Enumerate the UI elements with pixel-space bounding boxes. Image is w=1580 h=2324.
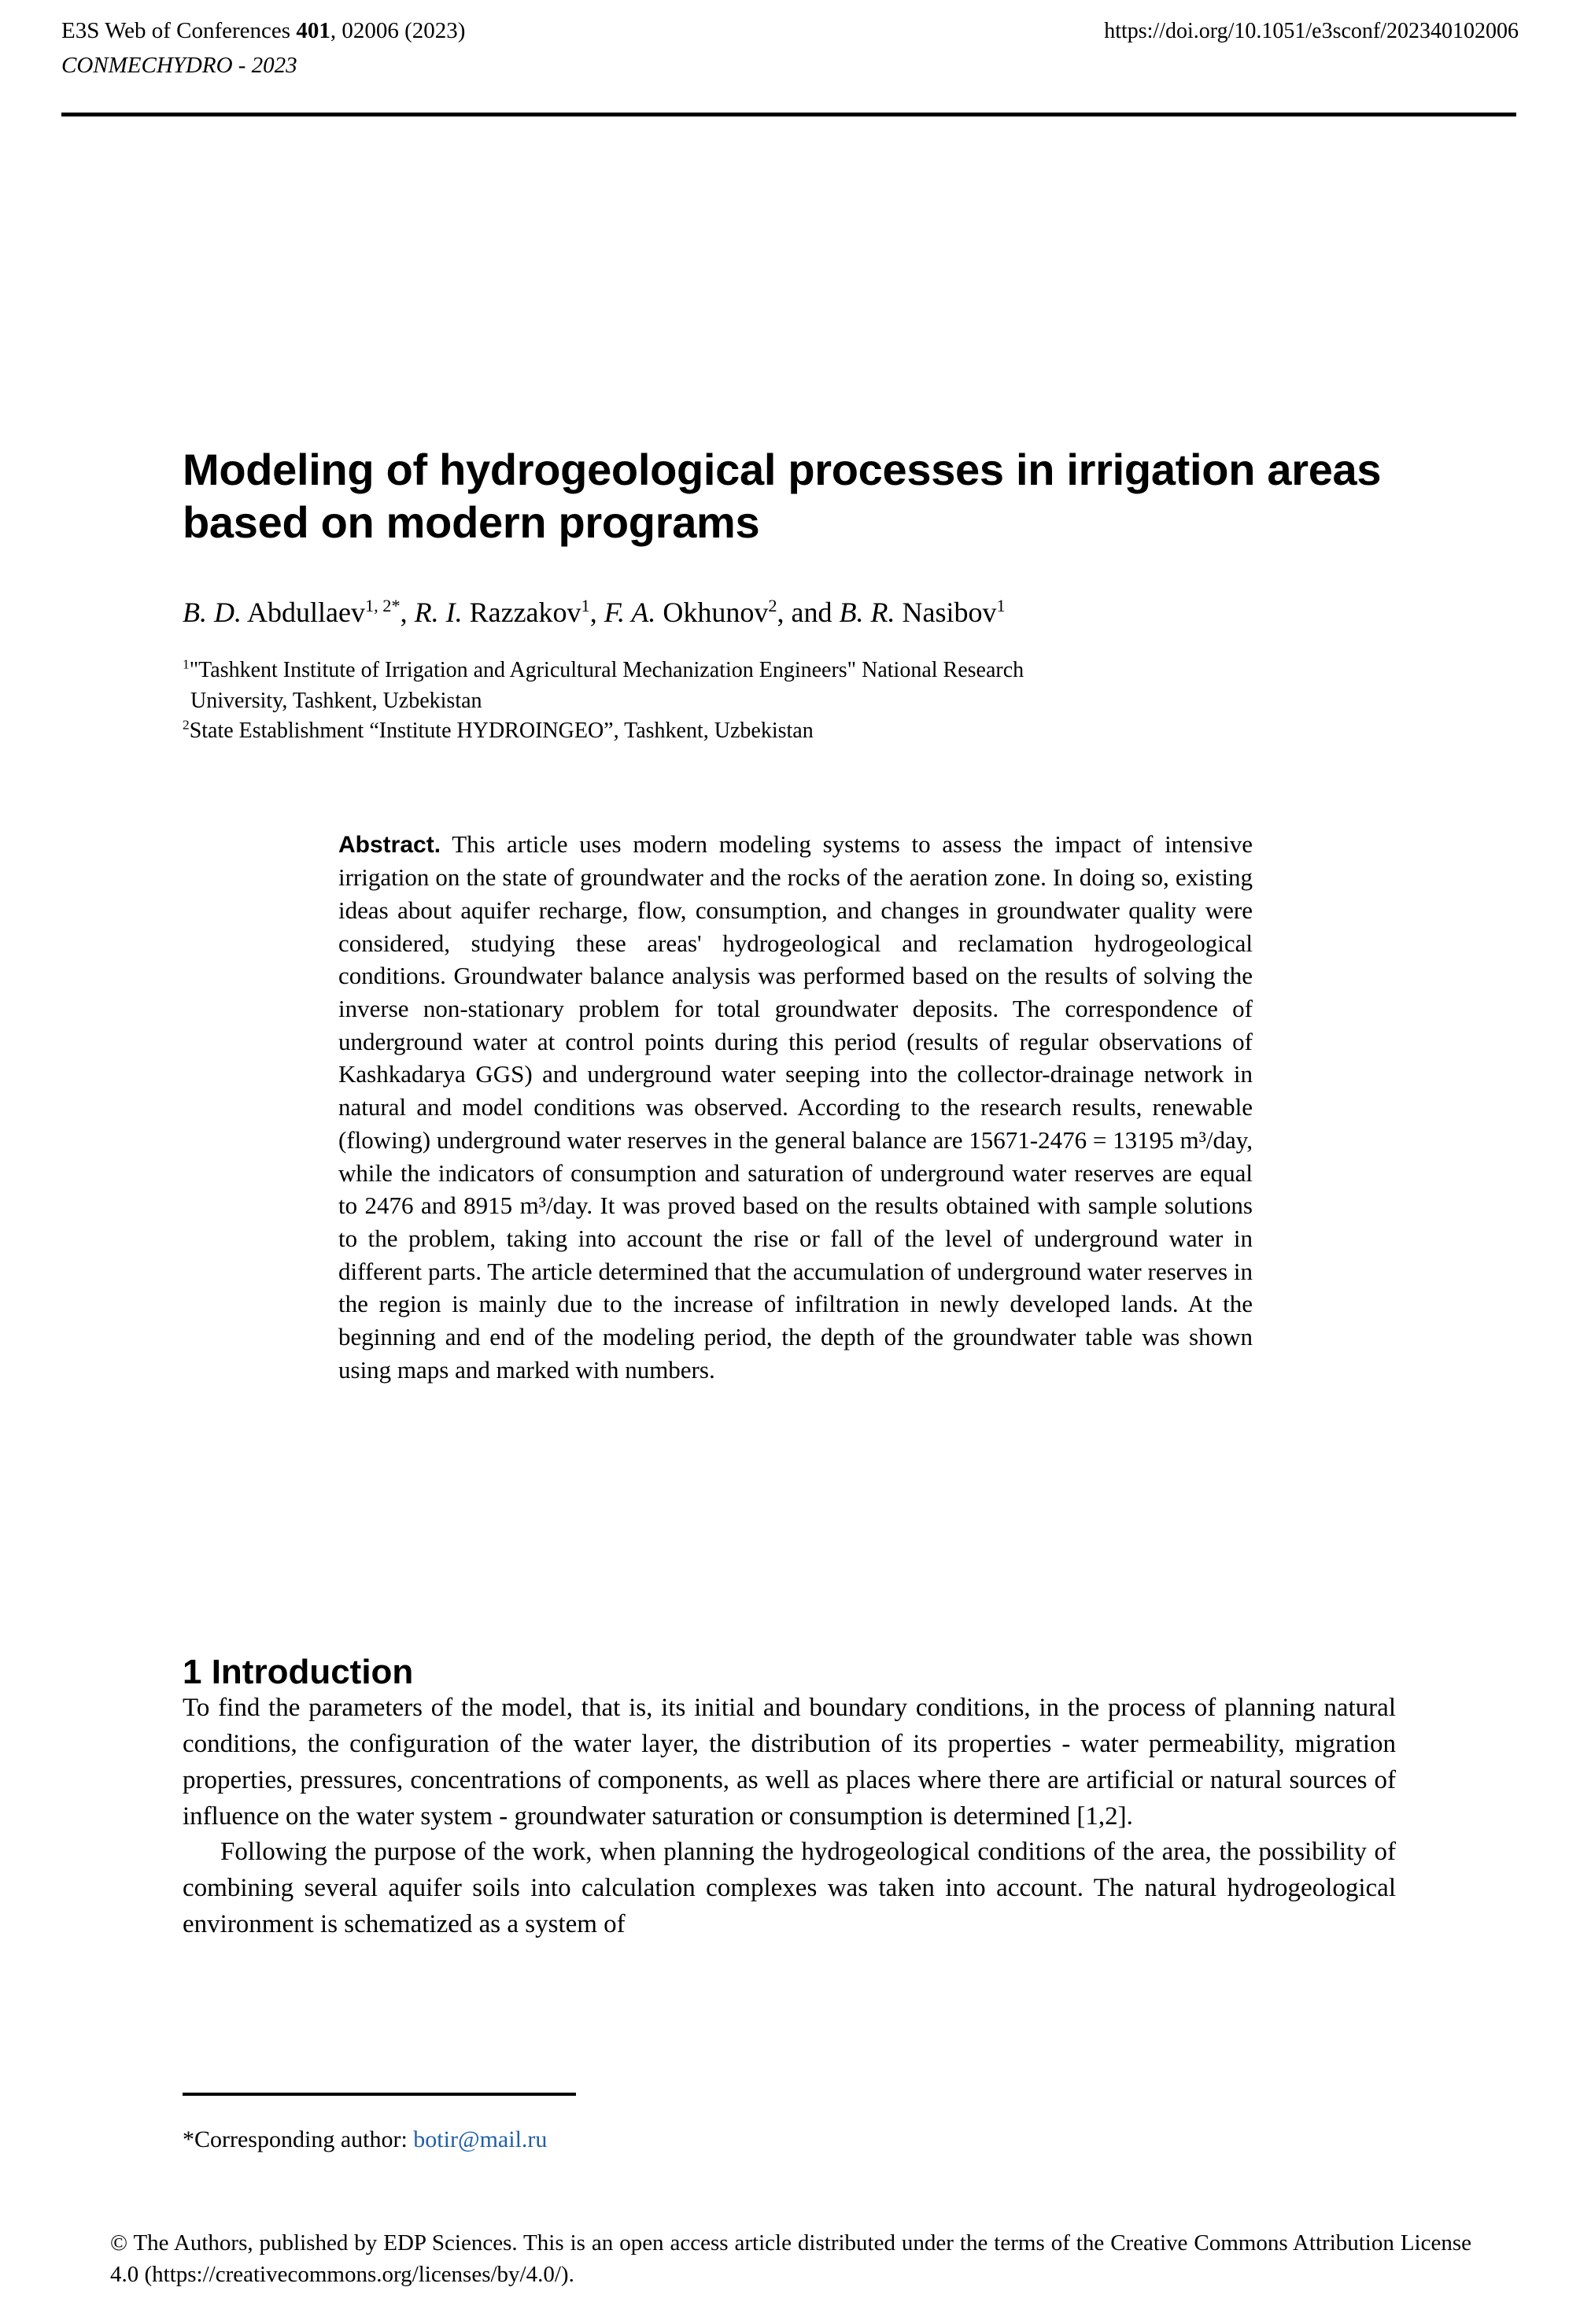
author-2-surname: Razzakov [462, 597, 581, 628]
author-3-initials: F. A. [604, 597, 656, 628]
author-4-surname: Nasibov [895, 597, 997, 628]
running-head-top-row [61, 17, 1519, 45]
affiliation-2-text: State Establishment “Institute HYDROINGEO”, Tashkent, Uzbekistan [189, 719, 814, 744]
corresponding-author-label: *Corresponding author: [183, 2126, 414, 2152]
author-3-surname: Okhunov [655, 597, 769, 628]
introduction-paragraph-2: Following the purpose of the work, when planning the hydrogeological conditions of the area, the possibility of combining several aquifer soils into calculation complexes was taken into account. The natural hydrogeological environment is schematized as a system of [183, 1838, 1396, 1939]
affiliation-2-marker: 2 [183, 717, 190, 733]
author-list [183, 594, 1410, 631]
author-4-affil-marker: 1 [996, 596, 1006, 615]
doi-link[interactable]: https://doi.org/10.1051/e3sconf/202340102006 [1104, 19, 1519, 43]
header-divider [61, 113, 1516, 116]
volume-number: 401 [296, 18, 330, 43]
author-2-affil-marker: 1 [581, 596, 590, 615]
conference-name: CONMECHYDRO - 2023 [61, 53, 297, 79]
abstract-block [338, 828, 1253, 1386]
corresponding-author-email-link[interactable]: botir@mail.ru [413, 2126, 548, 2152]
introduction-paragraph-1: To find the parameters of the model, that is, its initial and boundary conditions, in the process of planning natural conditions, the configuration of the water layer, the distribution of its properties - water permeability, migration properties, pressures, concentrations of components, as well as places where there are artificial or natural sources of influence on the water system - groundwater saturation or consumption is determined [1,2]. [183, 1694, 1396, 1831]
affiliation-1-text-a: "Tashkent Institute of Irrigation and Agricultural Mechanization Engineers" National Research [189, 658, 1024, 682]
journal-name: E3S Web of Conferences [61, 18, 291, 43]
author-4-initials: B. R. [839, 597, 895, 628]
author-2-initials: R. I. [414, 597, 463, 628]
footnote-divider [183, 2093, 576, 2096]
corresponding-author-footnote [183, 2124, 1396, 2155]
article-number-year: , 02006 (2023) [330, 18, 466, 43]
author-1-affil-marker: 1, 2* [364, 596, 401, 615]
author-separator-1: , [400, 597, 415, 628]
abstract-text: This article uses modern modeling systems to assess the impact of intensive irrigation on the state of groundwater and the rocks of the aeration zone. In doing so, existing ideas about aquifer recharge, flow, consumption, and changes in groundwater quality were considered, studying these areas' hydrogeological and reclamation hydrogeological conditions. Groundwater balance analysis was performed based on the results of solving the inverse non-stationary problem for total groundwater deposits. The correspondence of underground water at control points during this period (results of regular observations of Kashkadarya GGS) and underground water seeping into the collector-drainage network in natural and model conditions was observed. According to the research results, renewable (flowing) underground water reserves in the general balance are 15671-2476 = 13195 m³/day, while the indicators of consumption and saturation of underground water reserves are equal to 2476 and 8915 m³/day. It was proved based on the results obtained with sample solutions to the problem, taking into account the rise or fall of the level of underground water in different parts. The article determined that the accumulation of underground water reserves in the region is mainly due to the increase of infiltration in newly developed lands. At the beginning and end of the modeling period, the depth of the groundwater table was shown using maps and marked with numbers. [338, 830, 1253, 1384]
section-body-introduction [183, 1690, 1396, 1943]
affiliation-1-line-2: University, Tashkent, Uzbekistan [190, 688, 482, 713]
page-title: Modeling of hydrogeological processes in irrigation areas based on modern programs [183, 444, 1382, 547]
author-separator-2: , [589, 597, 604, 628]
copyright-notice: © The Authors, published by EDP Sciences. This is an open access article distributed under the terms of the Creative Commons Attribution License 4.0 (https://creativecommons.org/licenses/by/4.0/). [110, 2230, 1471, 2288]
journal-citation [61, 17, 465, 45]
affiliation-2-line-1 [183, 716, 1442, 747]
affiliation-1-line-1 [183, 656, 1442, 686]
section-heading-introduction: 1 Introduction [183, 1652, 414, 1691]
author-3-affil-marker: 2 [768, 596, 777, 615]
author-1-surname: Abdullaev [242, 597, 365, 628]
running-head [61, 17, 1519, 80]
affiliation-list [183, 656, 1442, 747]
author-1-initials: B. D. [183, 597, 242, 628]
affiliation-1-marker: 1 [183, 656, 190, 672]
author-separator-3: , and [777, 597, 840, 628]
abstract-label: Abstract. [338, 832, 441, 858]
